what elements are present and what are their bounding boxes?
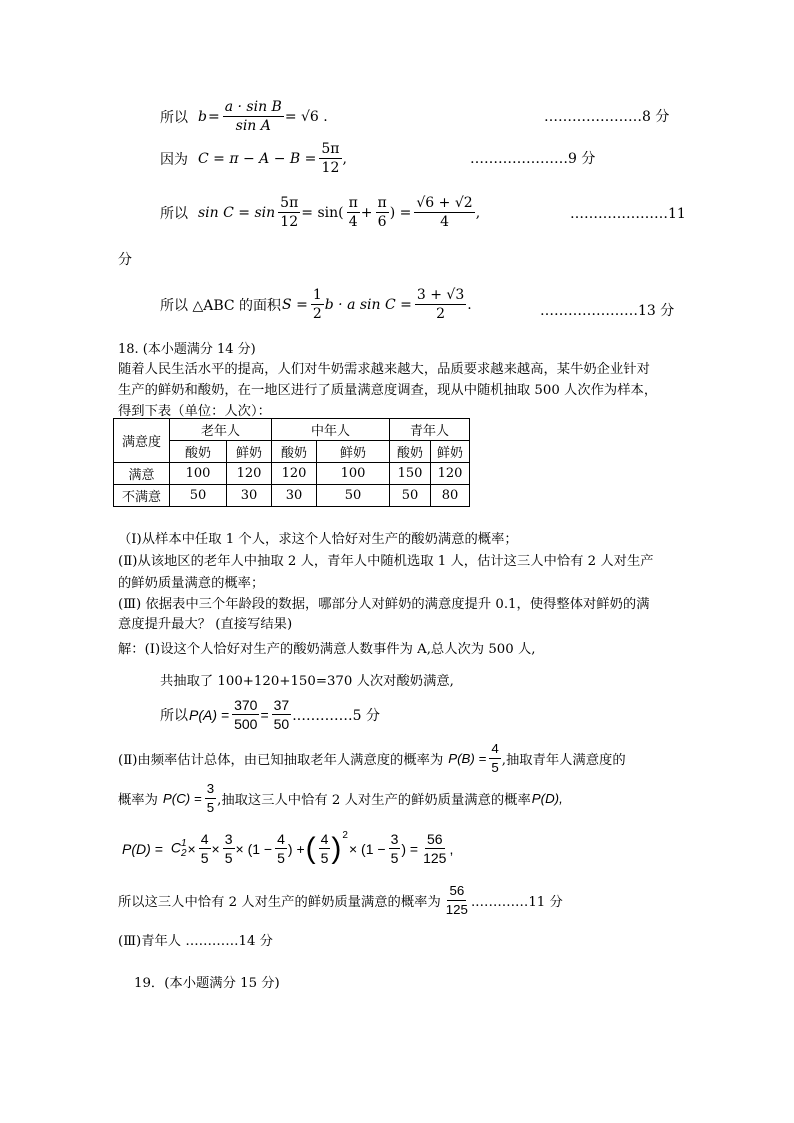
numerator: π xyxy=(377,195,387,211)
line-area xyxy=(160,286,473,323)
frac-1 xyxy=(278,194,300,231)
denominator: sin A xyxy=(235,118,271,134)
numerator: 3 xyxy=(390,831,399,847)
f-frac-6 xyxy=(421,830,448,867)
expr: C = π − A − B = xyxy=(198,150,317,167)
prefix: 因为 xyxy=(160,151,188,168)
cell: 50 xyxy=(317,485,390,507)
text: 概率为 xyxy=(118,793,158,808)
denominator: 4 xyxy=(440,214,449,230)
prefix: 所以 xyxy=(160,109,188,126)
fraction-5pi-12 xyxy=(319,140,341,177)
score-13: …………………13 分 xyxy=(540,303,675,319)
denominator: 12 xyxy=(321,160,340,176)
f-frac-3 xyxy=(275,830,287,867)
sol-line-1: 解：(Ⅰ)设这个人恰好对生产的酸奶满意人数事件为 A,总人次为 500 人, xyxy=(118,642,536,657)
group-young: 青年人 xyxy=(390,419,470,441)
cell: 100 xyxy=(317,463,390,485)
numerator: 37 xyxy=(273,697,290,713)
comma: , xyxy=(449,840,454,857)
prefix: 所以 xyxy=(160,707,188,724)
sol-line-5 xyxy=(118,780,564,817)
tail: ,抽取这三人中恰有 2 人对生产的鲜奶质量满意的概率 xyxy=(217,793,531,808)
q18-intro-1: 随着人民生活水平的提高，人们对牛奶需求越来越大，品质要求越来越高，某牛奶企业针对 xyxy=(118,362,650,377)
q18-intro-2: 生产的鲜奶和酸奶，在一地区进行了质量满意度调查，现从中随机抽取 500 人次作为样本， xyxy=(118,383,658,398)
tail: ,抽取青年人满意度的 xyxy=(501,753,626,768)
q18-part-i: （Ⅰ)从样本中任取 1 个人，求这个人恰好对生产的酸奶满意的概率； xyxy=(118,532,518,547)
times: × xyxy=(187,840,196,857)
comma: , xyxy=(475,204,481,221)
score-8: …………………8 分 xyxy=(544,109,670,125)
numerator: 5π xyxy=(280,195,299,211)
part: ) + xyxy=(287,840,305,857)
times: × xyxy=(211,840,220,857)
sol-line-4 xyxy=(118,740,627,777)
frac-3-5 xyxy=(205,780,216,817)
part: ) = xyxy=(401,840,419,857)
row-label: 不满意 xyxy=(114,485,170,507)
probability-formula xyxy=(122,830,454,867)
denominator: 6 xyxy=(377,214,387,230)
frac-half xyxy=(311,286,324,323)
prefix: 所以 △ABC 的面积 xyxy=(160,297,282,314)
denominator: 125 xyxy=(423,850,447,866)
numerator: π xyxy=(348,195,358,211)
sol-line-6 xyxy=(118,882,564,919)
line-b-value xyxy=(160,98,329,135)
frac-37-50 xyxy=(272,696,292,733)
denominator: 500 xyxy=(234,716,258,732)
C-sup: 1 xyxy=(180,837,187,849)
close: ) = xyxy=(389,204,412,221)
numerator: 370 xyxy=(234,697,258,713)
frac-2 xyxy=(347,194,360,231)
frac-4-5 xyxy=(489,740,500,777)
q19-header: 19．(本小题满分 15 分) xyxy=(134,976,280,991)
right-paren: ) xyxy=(331,831,342,865)
sol-line-3 xyxy=(160,696,381,733)
table-row xyxy=(114,485,470,507)
left-paren: ( xyxy=(305,831,316,865)
denominator: 125 xyxy=(445,902,468,917)
f-frac-2 xyxy=(223,830,235,867)
cell: 30 xyxy=(227,485,272,507)
frac-3 xyxy=(376,194,389,231)
denominator: 50 xyxy=(273,716,290,732)
square: 2 xyxy=(342,830,348,841)
score-11-unit: 分 xyxy=(118,252,132,268)
text: 所以这三人中恰有 2 人对生产的鲜奶质量满意的概率为 xyxy=(118,895,441,910)
part: × (1 − xyxy=(348,840,386,857)
f-frac-1 xyxy=(199,830,211,867)
sol-line-2: 共抽取了 100+120+150=370 人次对酸奶满意, xyxy=(160,674,454,689)
numerator: 3 xyxy=(224,831,233,847)
score-5: .…………5 分 xyxy=(292,707,381,724)
result: = √6 . xyxy=(284,108,328,125)
f-frac-4 xyxy=(319,830,331,867)
sub-cell: 酸奶 xyxy=(390,441,431,463)
frac-4 xyxy=(414,194,474,231)
cell: 80 xyxy=(431,485,470,507)
cell: 120 xyxy=(272,463,317,485)
q18-header: 18. (本小题满分 14 分) xyxy=(118,342,256,357)
q18-intro-3: 得到下表（单位：人次）： xyxy=(118,404,271,419)
q18-part-ii-2: 的鲜奶质量满意的概率； xyxy=(118,576,265,591)
eq: = xyxy=(260,706,269,723)
C-symbol: C xyxy=(170,839,181,856)
sub-cell: 酸奶 xyxy=(170,441,227,463)
sub-cell: 鲜奶 xyxy=(317,441,390,463)
q18-part-ii-1: (Ⅱ)从该地区的老年人中抽取 2 人，青年人中随机选取 1 人，估计这三人中恰有 2 人对生产 xyxy=(118,554,654,569)
eq: = xyxy=(207,108,220,125)
sub-cell: 鲜奶 xyxy=(431,441,470,463)
cell: 50 xyxy=(170,485,227,507)
sol-line-7: (Ⅲ)青年人 …………14 分 xyxy=(118,934,273,949)
corner-cell: 满意度 xyxy=(114,419,170,463)
numerator: 4 xyxy=(200,831,209,847)
expr: sin C = sin xyxy=(198,204,276,221)
frac-370-500 xyxy=(232,696,259,733)
period: . xyxy=(467,296,472,313)
sub-cell: 鲜奶 xyxy=(227,441,272,463)
score-11: .…………11 分 xyxy=(470,895,563,910)
row-label: 满意 xyxy=(114,463,170,485)
line-angle-c xyxy=(160,140,348,177)
PD: P(D) = xyxy=(122,840,163,857)
survey-table xyxy=(113,418,470,507)
cell: 100 xyxy=(170,463,227,485)
denominator: 5 xyxy=(206,800,215,815)
cell: 50 xyxy=(390,485,431,507)
frac-area xyxy=(415,286,466,323)
PA: P(A) = xyxy=(189,706,230,723)
score-9: …………………9 分 xyxy=(470,151,596,167)
cell: 150 xyxy=(390,463,431,485)
denominator: 12 xyxy=(280,214,299,230)
q18-part-iii-1: (Ⅲ) 依据表中三个年龄段的数据，哪部分人对鲜奶的满意度提升 0.1，使得整体对鲜奶的满 xyxy=(118,597,650,612)
numerator: 3 + √3 xyxy=(416,287,465,303)
sub-cell: 酸奶 xyxy=(272,441,317,463)
table-header-row xyxy=(114,419,470,441)
part: × (1 − xyxy=(235,840,273,857)
denominator: 5 xyxy=(224,850,233,866)
var-b: b xyxy=(198,108,207,125)
cell: 120 xyxy=(431,463,470,485)
combination xyxy=(171,839,187,859)
frac-56-125 xyxy=(444,882,470,919)
numerator: √6 + √2 xyxy=(416,195,473,211)
mid: = sin( xyxy=(301,204,344,221)
numerator: a · sin B xyxy=(224,99,282,115)
plus: + xyxy=(360,204,373,221)
q18-part-iii-2: 意度提升最大？ (直接写结果) xyxy=(118,617,293,632)
PB: P(B) = xyxy=(448,751,487,766)
denominator: 5 xyxy=(390,850,399,866)
text: (Ⅱ)由频率估计总体，由已知抽取老年人满意度的概率为 xyxy=(118,753,444,768)
numerator: 56 xyxy=(447,882,466,901)
table-row xyxy=(114,463,470,485)
fraction-b xyxy=(223,98,284,135)
score-11: …………………11 xyxy=(570,206,686,222)
comma: , xyxy=(342,150,347,167)
C-sub: 2 xyxy=(180,847,187,859)
prefix: 所以 xyxy=(160,205,188,222)
numerator: 4 xyxy=(320,831,329,847)
PC: P(C) = xyxy=(162,791,202,806)
cell: 120 xyxy=(227,463,272,485)
PD: P(D), xyxy=(531,791,563,806)
denominator: 5 xyxy=(320,850,329,866)
line-sin-c xyxy=(160,194,481,231)
group-old: 老年人 xyxy=(170,419,272,441)
group-middle: 中年人 xyxy=(272,419,390,441)
f-frac-5 xyxy=(389,830,401,867)
cell: 30 xyxy=(272,485,317,507)
mid: b · a sin C = xyxy=(324,296,412,313)
numerator: 1 xyxy=(312,287,322,303)
numerator: 5π xyxy=(321,141,340,157)
S: S = xyxy=(282,296,308,313)
denominator: 5 xyxy=(200,850,209,866)
numerator: 56 xyxy=(427,831,443,847)
denominator: 4 xyxy=(348,214,358,230)
denominator: 5 xyxy=(277,850,285,866)
numerator: 3 xyxy=(205,780,216,799)
numerator: 4 xyxy=(489,740,500,759)
denominator: 2 xyxy=(436,306,446,322)
denominator: 5 xyxy=(491,760,499,775)
numerator: 4 xyxy=(277,831,285,847)
denominator: 2 xyxy=(312,306,322,322)
